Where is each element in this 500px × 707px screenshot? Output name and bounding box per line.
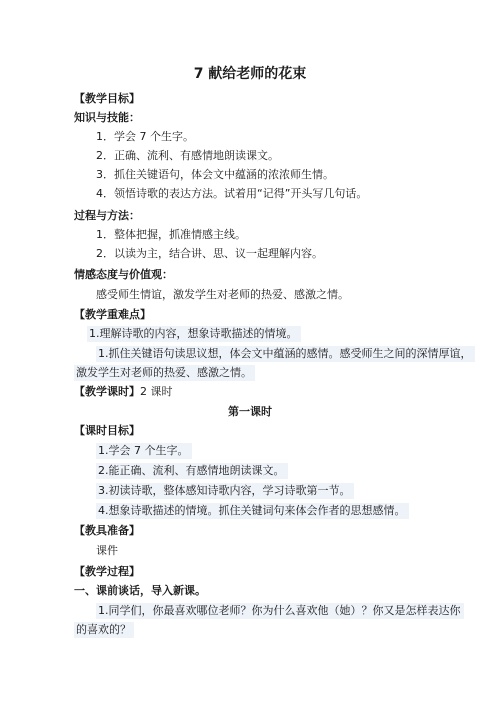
list-item — [96, 484, 354, 498]
highlighted-text: 2.能正确、流利、有感情地朗读课文。 — [96, 463, 288, 479]
section-heading-first-lesson: 第一课时 — [228, 405, 272, 418]
list-item: 1．整体把握，抓准情感主线。 — [96, 228, 246, 241]
list-item: 2．正确、流利、有感情地朗读课文。 — [96, 149, 279, 162]
list-item — [96, 464, 288, 478]
paragraph-text: 课件 — [96, 544, 118, 557]
highlighted-text: 1.抓住关键语句读思议想，体会文中蕴涵的感情。感受师生之间的深情厚谊， — [96, 346, 475, 362]
list-item: 4．领悟诗歌的表达方法。试着用“记得”开头写几句话。 — [96, 187, 368, 200]
section-heading-teaching-objectives: 【教学目标】 — [74, 92, 140, 105]
list-item — [96, 504, 409, 518]
paragraph-line — [96, 604, 464, 618]
section-heading-teaching-process: 【教学过程】 — [74, 565, 140, 578]
subheading-emotion-values: 情感态度与价值观： — [74, 268, 173, 281]
list-item — [96, 444, 192, 458]
lesson-title: 7 献给老师的花束 — [193, 66, 307, 82]
highlighted-text: 4.想象诗歌描述的情境。抓住关键词句来体会作者的思想感情。 — [96, 503, 409, 519]
paragraph-line — [74, 623, 134, 637]
paragraph-line — [74, 366, 255, 380]
lesson-hours — [74, 385, 173, 399]
subheading-process-methods: 过程与方法： — [74, 209, 140, 222]
highlighted-text: 1.学会 7 个生字。 — [96, 443, 192, 459]
highlighted-text: 1.同学们，你最喜欢哪位老师？你为什么喜欢他（她）？你又是怎样表达你 — [96, 603, 464, 619]
highlighted-text: 3.初读诗歌，整体感知诗歌内容，学习诗歌第一节。 — [96, 483, 354, 499]
section-heading-lesson-objectives: 【课时目标】 — [74, 424, 140, 437]
highlighted-text: 的喜欢的？ — [74, 622, 134, 638]
lesson-hours-value: 2 课时 — [140, 385, 173, 398]
section-heading-key-points: 【教学重难点】 — [74, 308, 151, 321]
paragraph-line — [96, 347, 475, 361]
paragraph-text: 感受师生情谊，激发学生对老师的热爱、感激之情。 — [96, 288, 349, 301]
highlighted-text: 1.理解诗歌的内容，想象诗歌描述的情境。 — [87, 326, 301, 342]
list-item: 1．学会 7 个生字。 — [96, 130, 194, 143]
list-item: 3．抓住关键语句，体会文中蕴涵的浓浓师生情。 — [96, 168, 334, 181]
subheading-knowledge-skills: 知识与技能： — [74, 111, 140, 124]
highlighted-text: 激发学生对老师的热爱、感激之情。 — [74, 365, 255, 381]
step-heading: 一、课前谈话，导入新课。 — [74, 584, 206, 597]
list-item — [87, 327, 301, 341]
list-item: 2．以读为主，结合讲、思、议一起理解内容。 — [96, 247, 323, 260]
section-heading-lesson-hours: 【教学课时】 — [74, 385, 140, 398]
section-heading-teaching-aids: 【教具准备】 — [74, 524, 140, 537]
